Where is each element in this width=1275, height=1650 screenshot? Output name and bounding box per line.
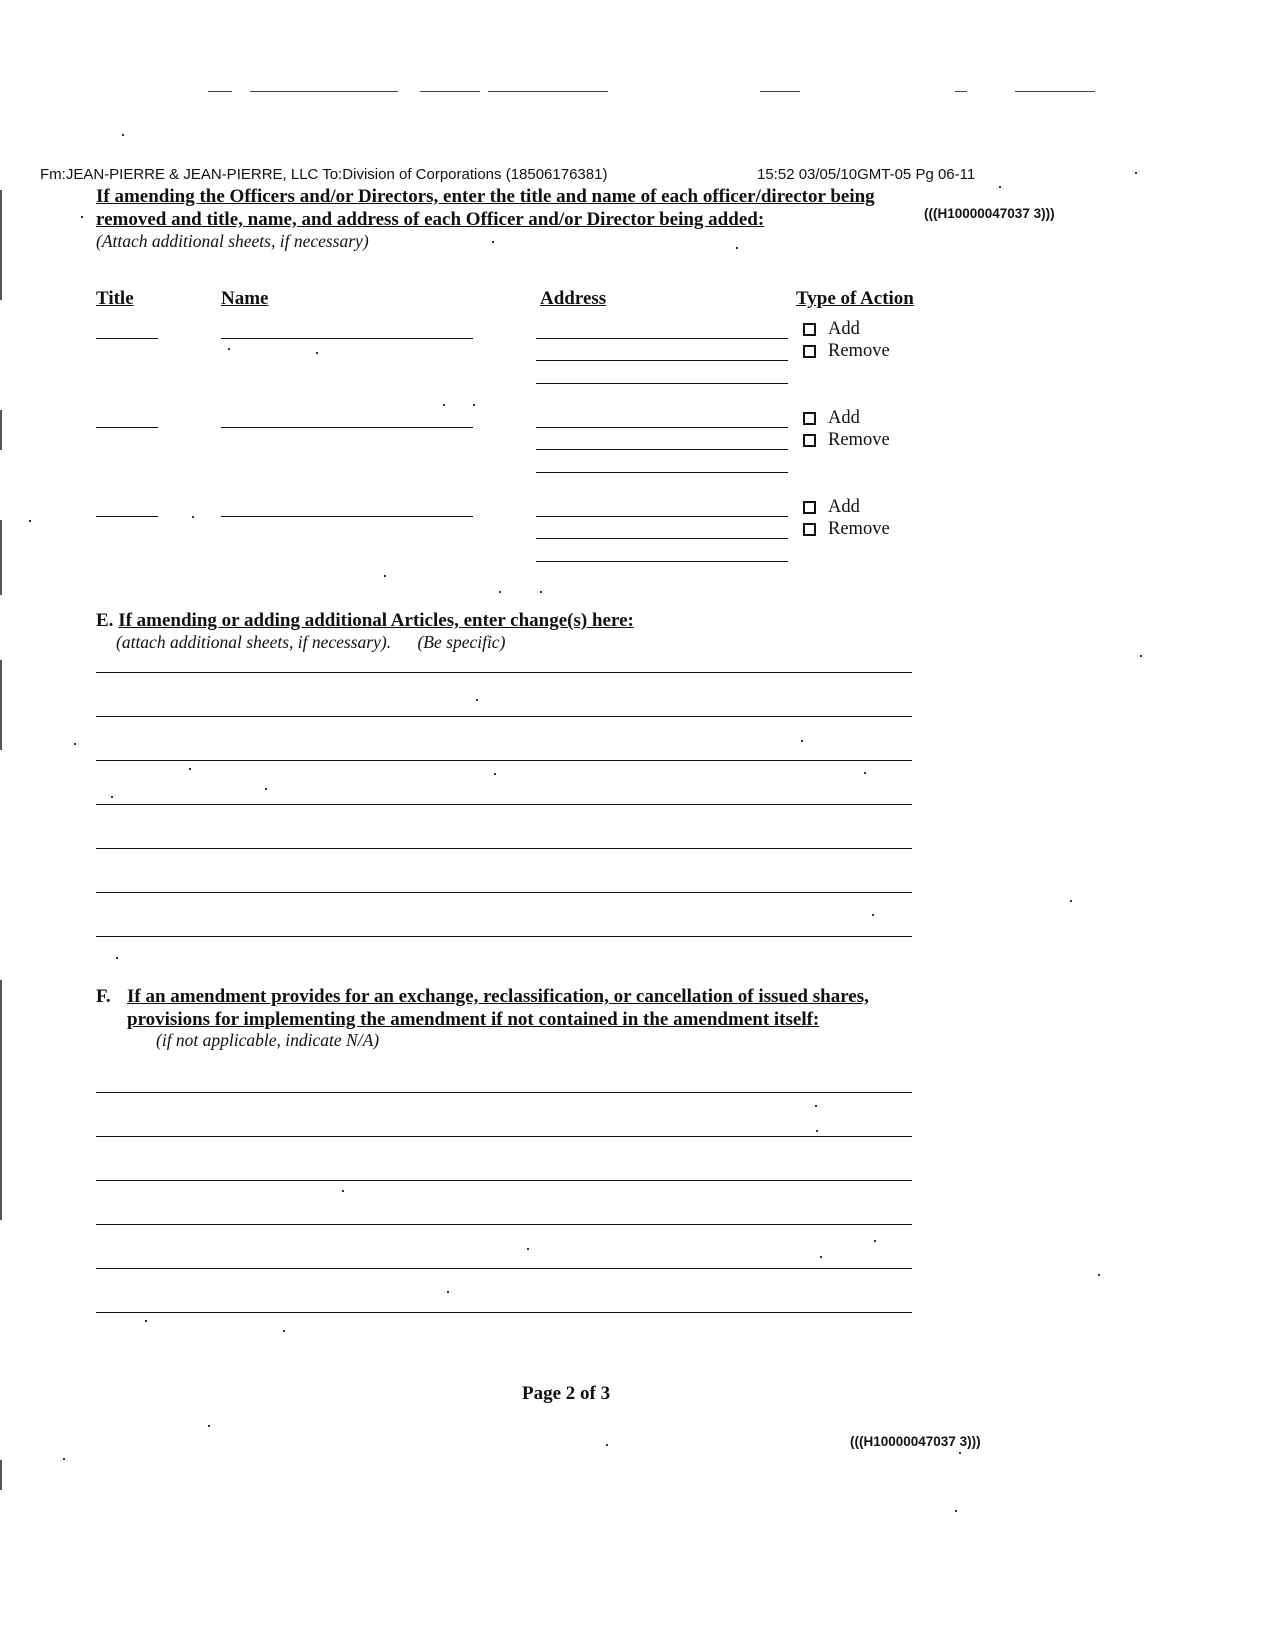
add-checkbox[interactable] [803, 412, 816, 425]
name-field[interactable] [221, 427, 473, 428]
section-f-line1: If an amendment provides for an exchange, reclassification, or cancellation of issued shares, [127, 986, 869, 1007]
officers-heading-line2: removed and title, name, and address of each Officer and/or Director being added: [96, 209, 765, 230]
address-field-line1[interactable] [536, 338, 788, 339]
address-field-line1[interactable] [536, 427, 788, 428]
title-field[interactable] [96, 427, 158, 428]
page-number: Page 2 of 3 [522, 1383, 611, 1404]
section-f-line[interactable] [96, 1180, 912, 1181]
add-label: Add [828, 497, 860, 517]
column-title: Title [96, 288, 134, 309]
column-type-of-action: Type of Action [796, 288, 914, 309]
address-field-line2[interactable] [536, 538, 788, 539]
remove-checkbox[interactable] [803, 345, 816, 358]
fax-timestamp: 15:52 03/05/10GMT-05 Pg 06-11 [757, 166, 976, 183]
section-f-line[interactable] [96, 1092, 912, 1093]
title-field[interactable] [96, 338, 158, 339]
column-name: Name [221, 288, 269, 309]
address-field-line3[interactable] [536, 472, 788, 473]
section-f-line2: provisions for implementing the amendment if not contained in the amendment itself: [127, 1009, 820, 1030]
address-field-line1[interactable] [536, 516, 788, 517]
section-f-letter: F. [96, 986, 111, 1007]
section-f-line[interactable] [96, 1224, 912, 1225]
remove-label: Remove [828, 341, 890, 361]
name-field[interactable] [221, 338, 473, 339]
fax-header [40, 166, 976, 183]
column-address: Address [540, 288, 607, 309]
document-id-top: (((H10000047037 3))) [924, 206, 1055, 221]
add-checkbox[interactable] [803, 323, 816, 336]
section-f-heading [96, 985, 111, 1009]
fax-from-to: Fm:JEAN-PIERRE & JEAN-PIERRE, LLC To:Division of Corporations (18506176381) [40, 166, 608, 183]
address-field-line2[interactable] [536, 449, 788, 450]
officers-note: (Attach additional sheets, if necessary) [96, 231, 369, 251]
title-field[interactable] [96, 516, 158, 517]
document-id-bottom: (((H10000047037 3))) [850, 1434, 981, 1449]
section-e-note1: (attach additional sheets, if necessary). [116, 632, 392, 652]
section-e-line[interactable] [96, 760, 912, 761]
officers-heading-line1: If amending the Officers and/or Directors, enter the title and name of each officer/director being [96, 186, 875, 207]
remove-checkbox[interactable] [803, 434, 816, 447]
section-e-line[interactable] [96, 804, 912, 805]
address-field-line2[interactable] [536, 360, 788, 361]
section-f-note: (if not applicable, indicate N/A) [156, 1030, 380, 1050]
section-e-note2: (Be specific) [417, 632, 506, 652]
address-field-line3[interactable] [536, 383, 788, 384]
section-e-letter: E. [96, 610, 114, 631]
section-e-line[interactable] [96, 892, 912, 893]
add-checkbox[interactable] [803, 501, 816, 514]
remove-label: Remove [828, 519, 890, 539]
add-label: Add [828, 408, 860, 428]
add-label: Add [828, 319, 860, 339]
section-f-line[interactable] [96, 1312, 912, 1313]
section-e-line[interactable] [96, 672, 912, 673]
section-f-line[interactable] [96, 1268, 912, 1269]
section-e-heading [96, 609, 634, 633]
section-e-line[interactable] [96, 848, 912, 849]
section-f-line[interactable] [96, 1136, 912, 1137]
section-e-line[interactable] [96, 716, 912, 717]
section-e-line[interactable] [96, 936, 912, 937]
section-e-title: If amending or adding additional Articles, enter change(s) here: [118, 610, 634, 631]
address-field-line3[interactable] [536, 561, 788, 562]
name-field[interactable] [221, 516, 473, 517]
remove-checkbox[interactable] [803, 523, 816, 536]
section-e-note [116, 632, 505, 653]
remove-label: Remove [828, 430, 890, 450]
